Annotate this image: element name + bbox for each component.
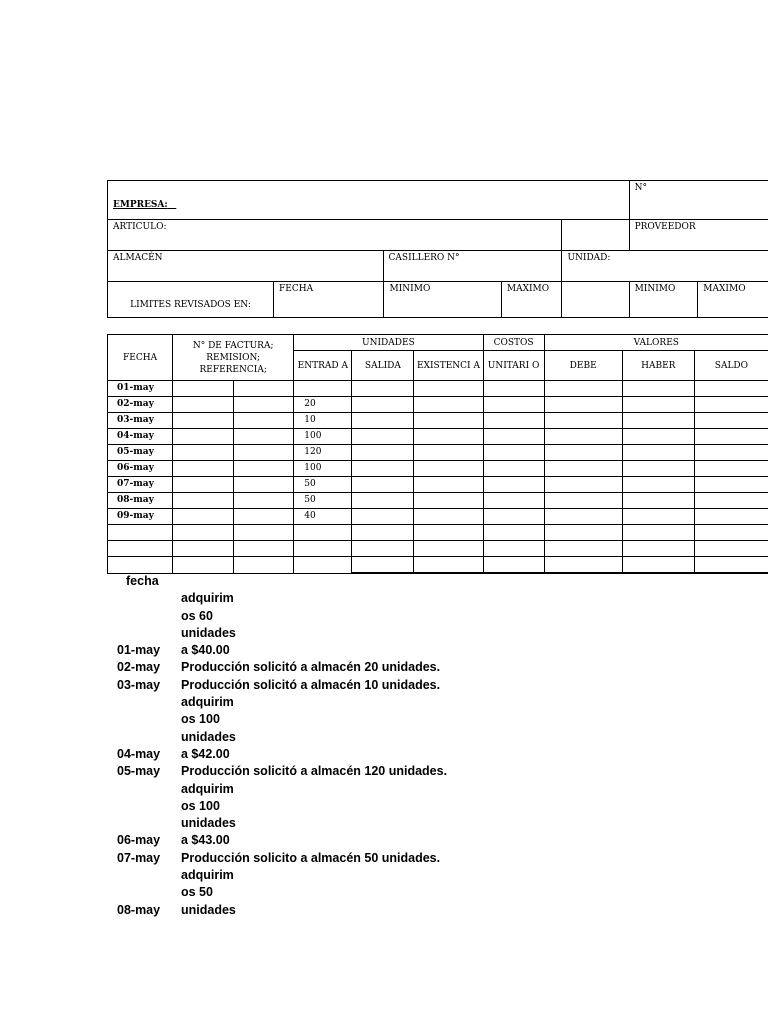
almacen-cell[interactable] — [108, 251, 384, 282]
unidades-header: UNIDADES — [294, 335, 483, 351]
table-cell[interactable] — [694, 445, 768, 461]
table-cell[interactable] — [483, 413, 544, 429]
table-cell[interactable] — [352, 445, 414, 461]
table-cell[interactable] — [352, 381, 414, 397]
table-cell[interactable] — [622, 397, 694, 413]
table-cell[interactable] — [622, 557, 694, 574]
table-cell[interactable] — [694, 557, 768, 574]
notes-heading: fecha — [126, 574, 159, 588]
table-cell[interactable] — [544, 397, 622, 413]
table-cell[interactable] — [234, 525, 294, 541]
table-cell[interactable] — [694, 493, 768, 509]
table-cell[interactable] — [622, 493, 694, 509]
minimo2-label: MINIMO — [634, 284, 676, 294]
fecha-cell[interactable]: 08-may — [108, 493, 173, 509]
table-cell[interactable] — [414, 461, 483, 477]
note-line: Producción solicitó a almacén 10 unidades. — [181, 677, 441, 692]
table-row — [108, 381, 768, 397]
table-row — [108, 525, 768, 541]
minimo2-cell[interactable] — [629, 282, 698, 318]
unidad-cell[interactable] — [562, 251, 768, 282]
note-text — [181, 850, 501, 867]
note-line: os 100 — [181, 798, 220, 813]
table-cell[interactable] — [352, 397, 414, 413]
table-cell[interactable] — [544, 493, 622, 509]
fecha-cell[interactable]: 02-may — [108, 397, 173, 413]
numero-cell[interactable] — [629, 181, 768, 220]
note-text — [181, 677, 501, 694]
table-cell[interactable] — [544, 461, 622, 477]
note-date: 07-may — [117, 850, 161, 865]
note-item — [117, 781, 501, 850]
table-row — [108, 461, 768, 477]
table-cell[interactable] — [234, 429, 294, 445]
table-cell[interactable] — [622, 525, 694, 541]
note-line: adquirim — [181, 695, 234, 710]
table-cell[interactable] — [173, 397, 234, 413]
note-text — [181, 763, 501, 780]
saldo-header: SALDO — [694, 351, 768, 381]
table-cell[interactable] — [173, 557, 234, 574]
entrada-cell[interactable] — [294, 525, 352, 541]
table-cell[interactable] — [483, 397, 544, 413]
table-cell[interactable] — [622, 509, 694, 525]
table-row — [108, 397, 768, 413]
note-date: 03-may — [117, 677, 161, 692]
note-text — [181, 867, 271, 919]
valores-header: VALORES — [544, 335, 768, 351]
fecha-cell[interactable] — [108, 557, 173, 574]
table-cell[interactable] — [414, 541, 483, 557]
note-item — [117, 763, 501, 780]
table-cell[interactable] — [694, 413, 768, 429]
note-text — [181, 694, 271, 763]
note-line: adquirim — [181, 868, 234, 883]
note-line: Producción solicito a almacén 50 unidades. — [181, 850, 441, 865]
table-cell[interactable] — [173, 541, 234, 557]
table-cell[interactable] — [414, 493, 483, 509]
note-item — [117, 850, 501, 867]
debe-header: DEBE — [544, 351, 622, 381]
table-cell[interactable] — [622, 541, 694, 557]
table-cell[interactable] — [414, 477, 483, 493]
note-line: a $42.00 — [181, 746, 230, 761]
maximo2-label: MAXIMO — [703, 284, 746, 294]
limites-cell — [108, 282, 274, 318]
note-line: unidades — [181, 625, 236, 640]
table-cell[interactable] — [622, 461, 694, 477]
casillero-label: CASILLERO N° — [388, 253, 460, 263]
table-cell[interactable] — [483, 477, 544, 493]
table-cell[interactable] — [694, 381, 768, 397]
table-cell[interactable] — [694, 541, 768, 557]
table-cell[interactable] — [544, 413, 622, 429]
articulo-label: ARTICULO: — [113, 222, 167, 232]
maximo-label: MAXIMO — [506, 284, 550, 294]
table-cell[interactable] — [544, 541, 622, 557]
table-cell[interactable] — [352, 541, 414, 557]
blank-limit-cell[interactable] — [562, 282, 629, 318]
header-form — [107, 180, 768, 318]
fecha-limit-cell[interactable] — [274, 282, 384, 318]
table-cell[interactable] — [173, 461, 234, 477]
almacen-label: ALMACÉN — [113, 253, 163, 263]
table-cell[interactable] — [234, 493, 294, 509]
note-line: a $40.00 — [181, 643, 230, 658]
factura-header: N° DE FACTURA; REMISION; REFERENCIA; — [173, 335, 294, 381]
table-cell[interactable] — [483, 509, 544, 525]
note-item — [117, 867, 501, 919]
table-cell[interactable] — [544, 381, 622, 397]
entrada-cell[interactable] — [294, 557, 352, 574]
empresa-cell[interactable] — [108, 181, 630, 220]
table-cell[interactable] — [544, 557, 622, 574]
numero-label: N° — [634, 183, 647, 193]
entrada-cell[interactable] — [294, 381, 352, 397]
table-cell[interactable] — [234, 381, 294, 397]
note-date: 02-may — [117, 660, 161, 675]
table-row — [108, 557, 768, 574]
note-date: 05-may — [117, 764, 161, 779]
table-cell[interactable] — [352, 509, 414, 525]
table-cell[interactable] — [234, 413, 294, 429]
table-cell[interactable] — [544, 525, 622, 541]
note-date: 08-may — [117, 902, 161, 917]
entrada-cell[interactable] — [294, 541, 352, 557]
table-cell[interactable] — [544, 445, 622, 461]
table-cell[interactable] — [694, 429, 768, 445]
table-cell[interactable] — [352, 429, 414, 445]
table-cell[interactable] — [173, 509, 234, 525]
entrada-cell[interactable]: 100 — [294, 461, 352, 477]
table-cell[interactable] — [544, 477, 622, 493]
table-cell[interactable] — [234, 557, 294, 574]
table-cell[interactable] — [173, 477, 234, 493]
table-cell[interactable] — [483, 525, 544, 541]
note-date: 06-may — [117, 833, 161, 848]
notes-list — [117, 590, 501, 919]
note-text — [181, 659, 501, 676]
note-line: os 60 — [181, 608, 213, 623]
table-row — [108, 445, 768, 461]
table-cell[interactable] — [694, 509, 768, 525]
table-cell[interactable] — [173, 493, 234, 509]
note-text — [181, 590, 271, 659]
fecha-cell[interactable]: 09-may — [108, 509, 173, 525]
table-cell[interactable] — [694, 477, 768, 493]
table-cell[interactable] — [483, 557, 544, 574]
table-row — [108, 541, 768, 557]
salida-header: SALIDA — [352, 351, 414, 381]
table-cell[interactable] — [234, 397, 294, 413]
table-cell[interactable] — [234, 477, 294, 493]
note-item — [117, 590, 501, 659]
table-cell[interactable] — [414, 557, 483, 574]
proveedor-cell[interactable] — [629, 220, 768, 251]
unitario-header: UNITARI O — [483, 351, 544, 381]
table-cell[interactable] — [544, 429, 622, 445]
table-cell[interactable] — [173, 413, 234, 429]
casillero-cell[interactable] — [383, 251, 562, 282]
note-line: unidades — [181, 902, 236, 917]
table-cell[interactable] — [622, 381, 694, 397]
movement-notes — [117, 573, 501, 919]
table-cell[interactable] — [173, 429, 234, 445]
table-row — [108, 477, 768, 493]
note-line: adquirim — [181, 591, 234, 606]
table-cell[interactable] — [622, 429, 694, 445]
entrada-header: ENTRAD A — [294, 351, 352, 381]
fecha-cell[interactable]: 06-may — [108, 461, 173, 477]
fecha-header: FECHA — [108, 335, 173, 381]
table-cell[interactable] — [622, 445, 694, 461]
entrada-cell[interactable]: 40 — [294, 509, 352, 525]
note-item — [117, 694, 501, 763]
table-cell[interactable] — [483, 429, 544, 445]
table-cell[interactable] — [414, 509, 483, 525]
kardex-table — [107, 334, 768, 574]
limites-label: LIMITES REVISADOS EN: — [130, 299, 251, 310]
note-line: os 100 — [181, 712, 220, 727]
note-line: unidades — [181, 816, 236, 831]
entrada-cell[interactable]: 50 — [294, 477, 352, 493]
table-cell[interactable] — [694, 525, 768, 541]
note-date: 04-may — [117, 746, 161, 761]
table-cell[interactable] — [483, 541, 544, 557]
entrada-cell[interactable]: 50 — [294, 493, 352, 509]
table-cell[interactable] — [694, 397, 768, 413]
note-line: Producción solicitó a almacén 20 unidades. — [181, 660, 441, 675]
table-cell[interactable] — [622, 477, 694, 493]
fecha-cell[interactable]: 05-may — [108, 445, 173, 461]
table-cell[interactable] — [173, 381, 234, 397]
existencia-header: EXISTENCI A — [414, 351, 483, 381]
table-cell[interactable] — [622, 413, 694, 429]
proveedor-label: PROVEEDOR — [634, 222, 696, 232]
table-cell[interactable] — [352, 461, 414, 477]
table-cell[interactable] — [414, 381, 483, 397]
fecha-limit-label: FECHA — [279, 284, 314, 294]
table-cell[interactable] — [234, 445, 294, 461]
table-cell[interactable] — [352, 477, 414, 493]
entrada-cell[interactable]: 120 — [294, 445, 352, 461]
maximo2-cell[interactable] — [698, 282, 768, 318]
fecha-cell[interactable]: 04-may — [108, 429, 173, 445]
articulo-cell[interactable] — [108, 220, 562, 251]
table-row — [108, 493, 768, 509]
fecha-cell[interactable]: 07-may — [108, 477, 173, 493]
table-cell[interactable] — [414, 413, 483, 429]
entrada-cell[interactable]: 100 — [294, 429, 352, 445]
table-cell[interactable] — [414, 397, 483, 413]
table-cell[interactable] — [234, 461, 294, 477]
table-cell[interactable] — [352, 413, 414, 429]
note-line: unidades — [181, 729, 236, 744]
note-text — [181, 781, 271, 850]
fecha-cell[interactable] — [108, 541, 173, 557]
empresa-label: EMPRESA: — [113, 200, 168, 210]
entrada-cell[interactable]: 20 — [294, 397, 352, 413]
fecha-cell[interactable]: 01-may — [108, 381, 173, 397]
maximo-cell[interactable] — [501, 282, 562, 318]
table-cell[interactable] — [483, 445, 544, 461]
note-line: adquirim — [181, 781, 234, 796]
table-cell[interactable] — [414, 445, 483, 461]
table-row — [108, 413, 768, 429]
table-cell[interactable] — [234, 509, 294, 525]
minimo-cell[interactable] — [383, 282, 501, 318]
articulo-extra-cell[interactable] — [562, 220, 629, 251]
unidad-label: UNIDAD: — [567, 253, 611, 263]
costos-header: COSTOS — [483, 335, 544, 351]
fecha-cell[interactable] — [108, 525, 173, 541]
table-cell[interactable] — [694, 461, 768, 477]
haber-header: HABER — [622, 351, 694, 381]
note-date: 01-may — [117, 643, 161, 658]
table-cell[interactable] — [352, 525, 414, 541]
table-cell[interactable] — [483, 381, 544, 397]
table-cell[interactable] — [173, 445, 234, 461]
table-cell[interactable] — [173, 525, 234, 541]
table-row — [108, 509, 768, 525]
table-cell[interactable] — [234, 541, 294, 557]
table-cell[interactable] — [352, 493, 414, 509]
minimo-label: MINIMO — [389, 284, 431, 294]
table-cell[interactable] — [414, 525, 483, 541]
table-row — [108, 429, 768, 445]
note-item — [117, 677, 501, 694]
note-item — [117, 659, 501, 676]
table-cell[interactable] — [352, 557, 414, 574]
table-cell[interactable] — [483, 461, 544, 477]
table-cell[interactable] — [483, 493, 544, 509]
fecha-cell[interactable]: 03-may — [108, 413, 173, 429]
note-line: a $43.00 — [181, 833, 230, 848]
note-line: Producción solicitó a almacén 120 unidades. — [181, 764, 448, 779]
table-cell[interactable] — [414, 429, 483, 445]
table-cell[interactable] — [544, 509, 622, 525]
note-line: os 50 — [181, 885, 213, 900]
entrada-cell[interactable]: 10 — [294, 413, 352, 429]
